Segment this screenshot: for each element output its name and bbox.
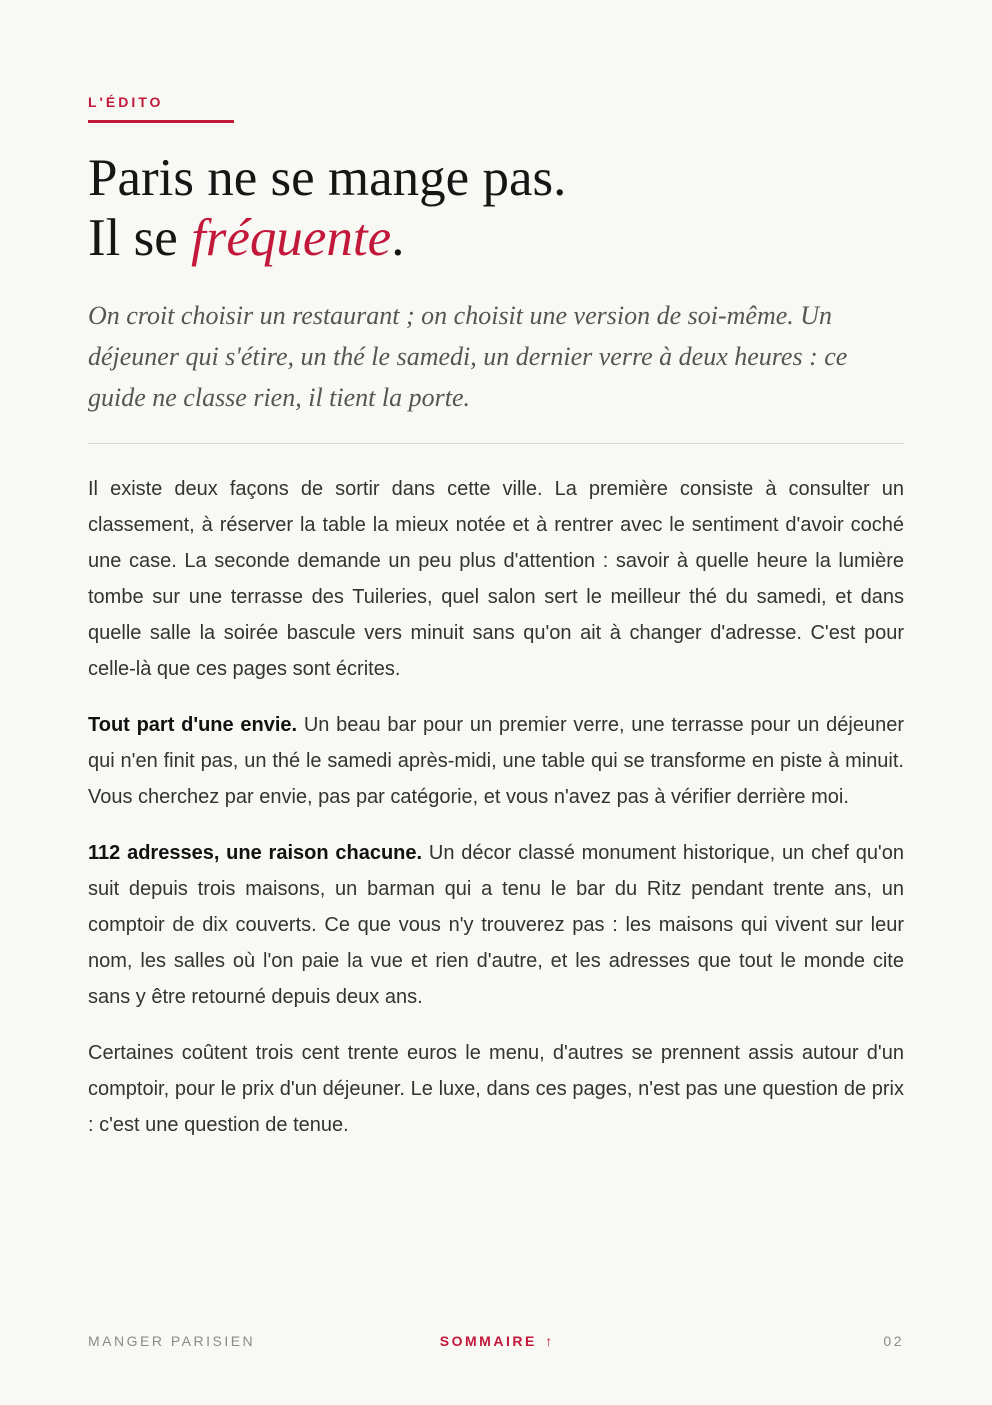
body-paragraph-4: Certaines coûtent trois cent trente euros le menu, d'autres se prennent assis autour d'un comptoir, pour le prix d'un déjeuner. Le luxe, dans ces pages, n'est pas une question de prix : c'est une question de tenue. xyxy=(88,1042,904,1136)
section-kicker: L'ÉDITO xyxy=(88,94,164,110)
body-paragraph-3 xyxy=(88,835,904,1015)
paragraph-2-text: Un beau bar pour un premier verre, une terrasse pour un déjeuner qui n'en finit pas, un thé le samedi après-midi, une table qui se transforme en piste à minuit. Vous cherchez par envie, pas par catégorie, et vous n'avez pas à vérifier derrière moi. xyxy=(88,714,904,808)
paragraph-2-lead: Tout part d'une envie. xyxy=(88,714,298,736)
body-paragraph-1: Il existe deux façons de sortir dans cette ville. La première consiste à consulter un classement, à réserver la table la mieux notée et à rentrer avec le sentiment d'avoir coché une case. La seconde demande un peu plus d'attention : savoir à quelle heure la lumière tombe sur une terrasse des Tuileries, quel salon sert le meilleur thé du samedi, et dans quelle salle la soirée bascule vers minuit sans qu'on ait à changer d'adresse. C'est pour celle-là que ces pages sont écrites. xyxy=(88,478,904,680)
page-footer xyxy=(88,1333,904,1353)
arrow-up-icon: ↑ xyxy=(545,1333,553,1349)
section-divider xyxy=(88,443,904,444)
page-number: 02 xyxy=(883,1333,904,1349)
title-accent-word: fréquente xyxy=(191,209,392,267)
table-of-contents-link[interactable] xyxy=(88,1333,904,1349)
page-title xyxy=(88,148,566,268)
footer-brand: MANGER PARISIEN xyxy=(88,1333,256,1349)
paragraph-3-lead: 112 adresses, une raison chacune. xyxy=(88,842,423,864)
toc-label: SOMMAIRE xyxy=(439,1333,537,1349)
title-line-1: Paris ne se mange pas. xyxy=(88,149,567,207)
body-paragraph-2 xyxy=(88,707,904,815)
kicker-underline xyxy=(88,120,234,123)
title-line-2-start: Il se xyxy=(88,209,192,267)
lede-paragraph: On croit choisir un restaurant ; on choisit une version de soi-même. Un déjeuner qui s'étire, un thé le samedi, un dernier verre à deux heures : ce guide ne classe rien, il tient la porte. xyxy=(88,301,848,412)
paragraph-3-text: Un décor classé monument historique, un chef qu'on suit depuis trois maisons, un barman qui a tenu le bar du Ritz pendant trente ans, un comptoir de dix couverts. Ce que vous n'y trouverez pas : les maisons qui vivent sur leur nom, les salles où l'on paie la vue et rien d'autre, et les adresses que tout le monde cite sans y être retourné depuis deux ans. xyxy=(88,842,905,1008)
title-line-2-end: . xyxy=(391,209,405,267)
article-body xyxy=(88,471,904,1163)
